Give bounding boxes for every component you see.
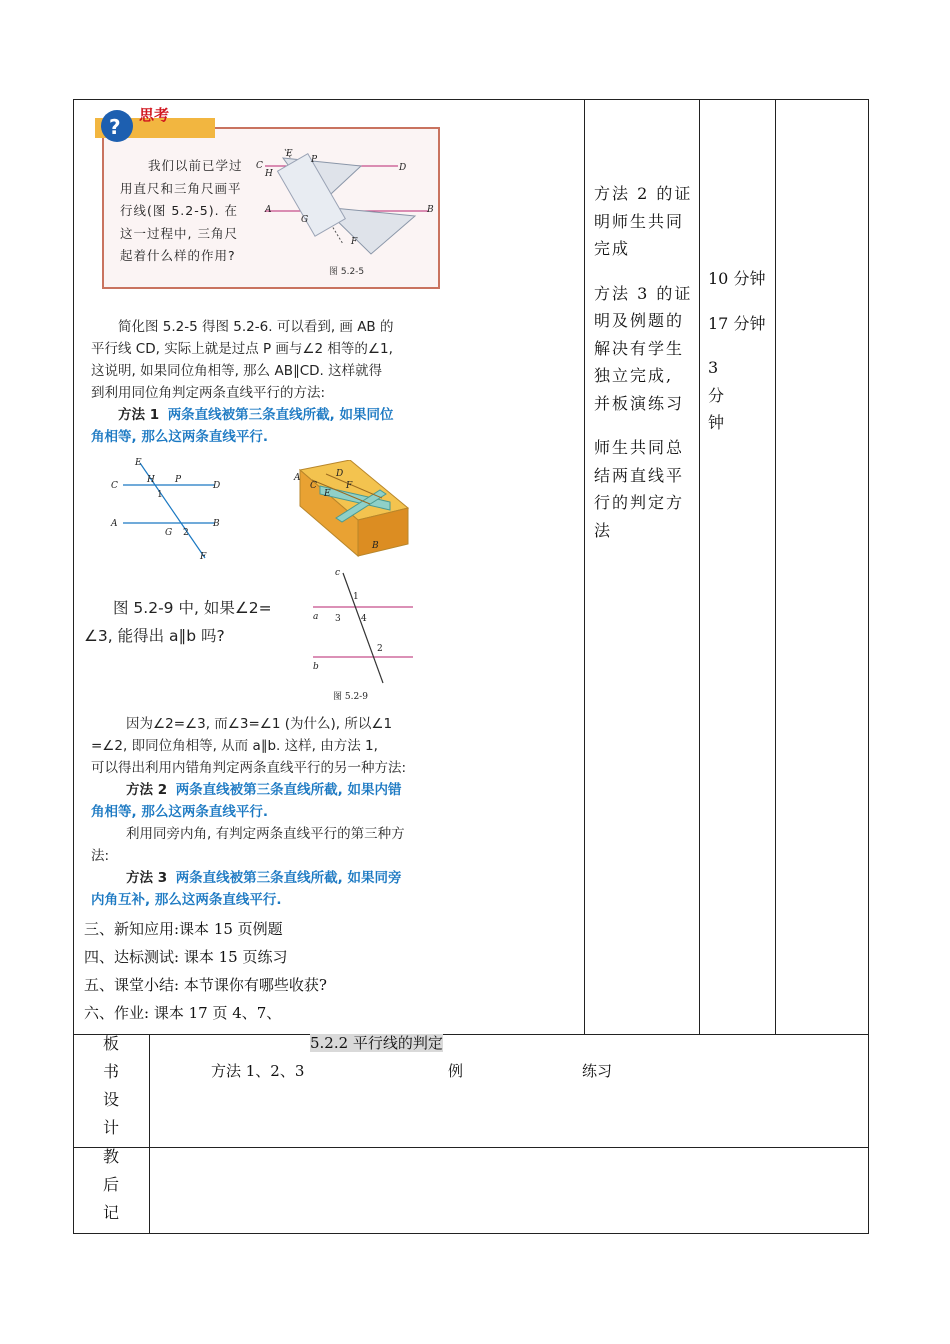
- activity-item: 师生共同总结两直线平行的判定方法: [594, 438, 685, 540]
- method3-text: 两条直线被第三条直线所截, 如果同旁: [175, 870, 402, 886]
- column-divider: [149, 1034, 150, 1234]
- step-item: 三、新知应用:课本 15 页例题: [84, 920, 283, 938]
- svg-text:?: ?: [109, 115, 121, 139]
- column-divider: [699, 99, 700, 1034]
- activity-item: 方法 3 的证明及例题的解决有学生独立完成, 并板演练习: [594, 283, 693, 413]
- think-title: 思考: [139, 106, 170, 124]
- svg-text:图 5.2-5: 图 5.2-5: [329, 267, 365, 277]
- svg-text:c 1 a 3 4: c 1 a 3 4 2 b 图 5.2-9: [313, 568, 383, 702]
- board-label: 板 书 设 计: [102, 1034, 119, 1137]
- method3-label: 方法 3: [126, 870, 168, 886]
- column-divider: [775, 99, 776, 1034]
- question: 图 5.2-9 中, 如果∠2= ∠3, 能得出 a∥b 吗?: [84, 599, 272, 645]
- think-text: 我们以前已学过 用直尺和三角尺画平 行线(图 5.2-5). 在 这一过程中, 三角尺 起着什么样的作用?: [120, 158, 243, 263]
- time-column: [708, 265, 768, 454]
- method2-text: 两条直线被第三条直线所截, 如果内错: [175, 782, 402, 798]
- time-item: 3 分钟: [708, 358, 725, 432]
- column-divider: [584, 99, 585, 1034]
- figure-5-2-6: [105, 455, 230, 560]
- figure-5-2-9: [305, 565, 420, 710]
- after-class-label: 教 后 记: [102, 1147, 119, 1222]
- svg-text:C H E P D: C H E P D A G B F: [256, 149, 434, 247]
- time-item: 17 分钟: [708, 313, 766, 333]
- board-title: 5.2.2 平行线的判定: [310, 1034, 443, 1052]
- step-item: 六、作业: 课本 17 页 4、7、: [84, 1004, 282, 1022]
- svg-text:C D E F A: C D E F A B: [294, 469, 379, 551]
- paragraph-2: 因为∠2=∠3, 而∠3=∠1 (为什么), 所以∠1 =∠2, 即同位角相等, 从而 a∥b. 这样, 由方法 1, 可以得出利用内错角判定两条直线平行的另一种方法: 方法 2 两条直线被第三条直线所截, 如果内错 角相等, 那么这两条直线平行. 利用同旁内角, 有判定两条直线平行的第三种方 法: 方法 3 两条直线被第三条直线所截, 如果同旁 内角互补, 那么这两条直线平行.: [91, 716, 407, 908]
- method1-label: 方法 1: [118, 407, 160, 423]
- step-item: 五、课堂小结: 本节课你有哪些收获?: [84, 976, 327, 994]
- paragraph-1: 简化图 5.2-5 得图 5.2-6. 可以看到, 画 AB 的 平行线 CD, 实际上就是过点 P 画与∠2 相等的∠1, 这说明, 如果同位角相等, 那么 AB∥CD. 这样就得 到利用同位角判定两条直线平行的方法: 方法 1 两条直线被第三条直线所截, 如果同位 角相等, 那么这两条直线平行.: [91, 319, 394, 445]
- activity-column: [594, 180, 694, 561]
- method2-label: 方法 2: [126, 782, 168, 798]
- time-item: 10 分钟: [708, 269, 766, 288]
- step-item: 四、达标测试: 课本 15 页练习: [84, 948, 288, 966]
- method1-text: 两条直线被第三条直线所截, 如果同位: [167, 407, 394, 423]
- board-item: 方法 1、2、3: [211, 1062, 305, 1080]
- board-item: 例: [448, 1062, 464, 1080]
- row-divider: [73, 1034, 869, 1035]
- svg-text:E C H P D: E C H P D 1 A G 2 B F: [111, 458, 221, 560]
- steps-list: [84, 915, 327, 1027]
- row-divider: [73, 1147, 869, 1148]
- wood-block-figure: [290, 460, 415, 560]
- board-item: 练习: [582, 1062, 613, 1080]
- activity-item: 方法 2 的证明师生共同完成: [594, 184, 693, 258]
